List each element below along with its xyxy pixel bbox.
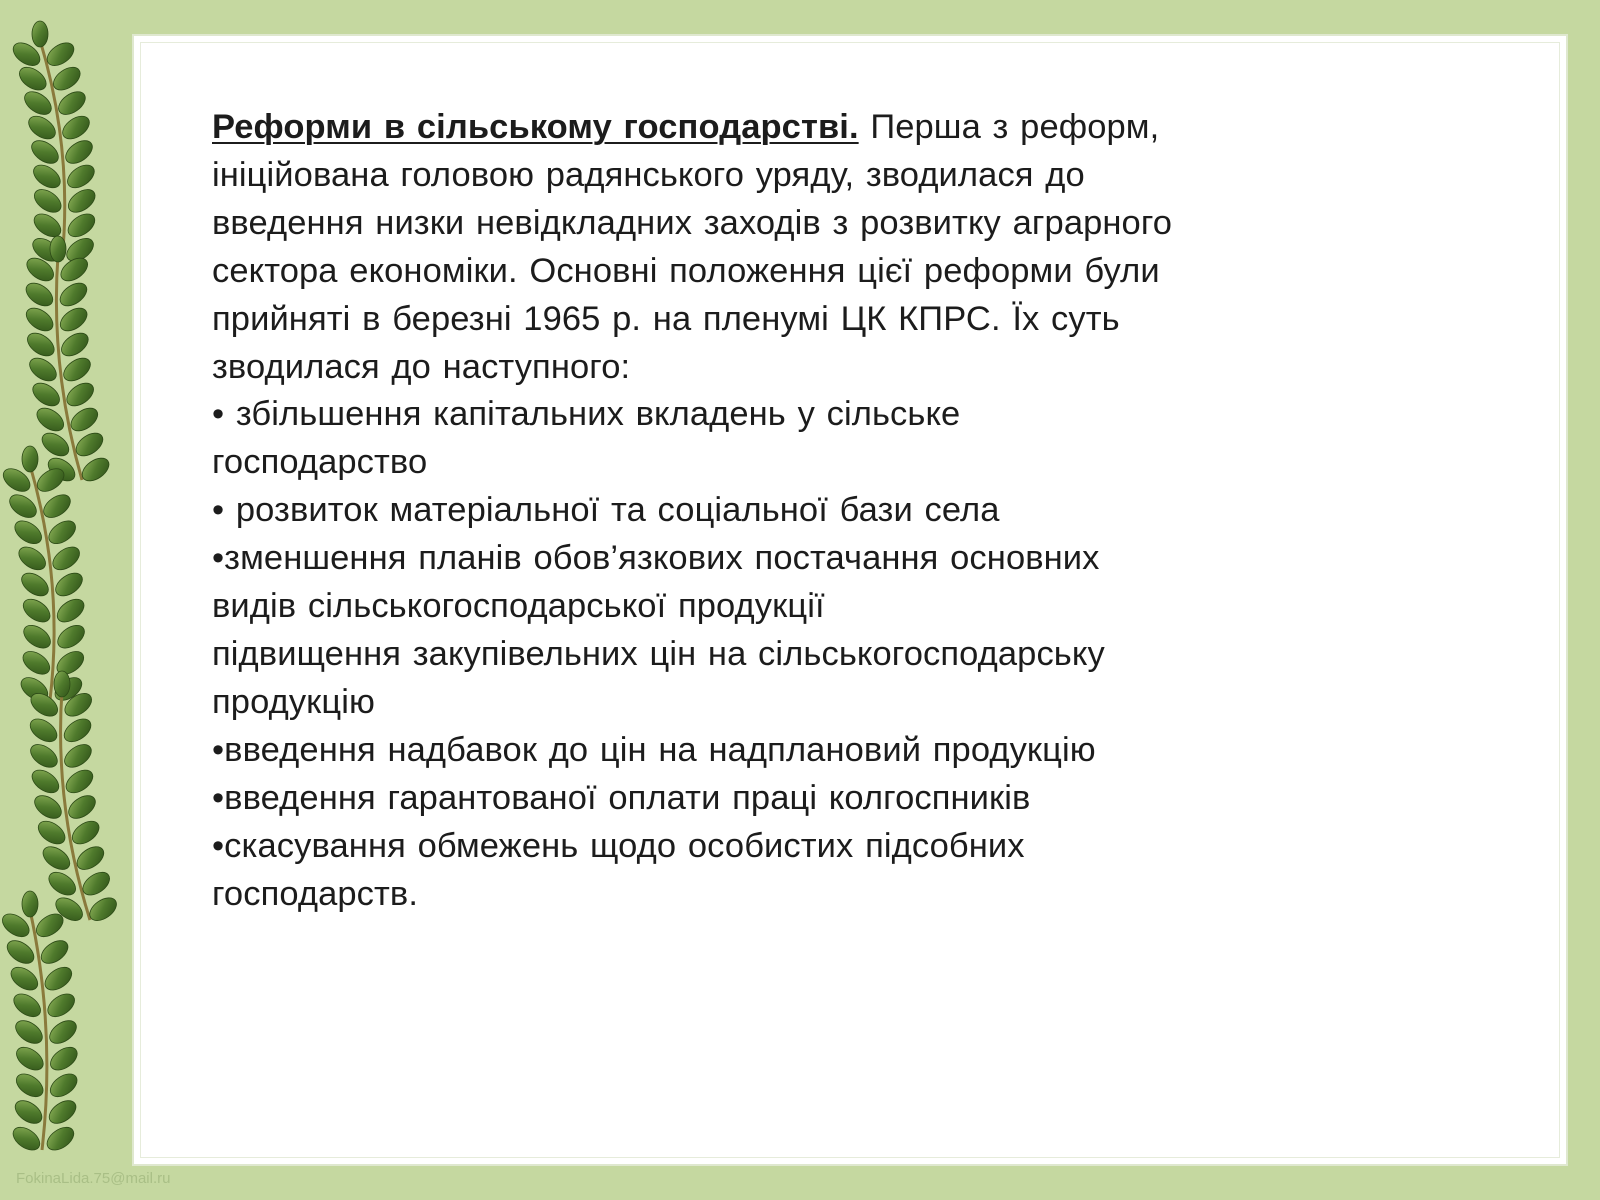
- vine-leaf: [44, 989, 79, 1021]
- boxwood-vine-icon: [0, 0, 132, 1200]
- vine-leaf: [54, 87, 89, 119]
- vine-leaf: [52, 569, 87, 601]
- vine-leaf: [61, 740, 96, 772]
- vine-leaf: [53, 595, 88, 627]
- vine-leaf: [54, 621, 89, 653]
- vine-leaf: [20, 621, 55, 653]
- vine-leaf: [72, 429, 107, 461]
- vine-leaf: [60, 354, 95, 386]
- vine-leaf: [67, 404, 102, 436]
- vine-leaf: [73, 842, 108, 874]
- bullet-line-3-cont: видів сільськогосподарської продукції: [212, 587, 825, 626]
- text-line-1-rest: Перша з реформ,: [858, 108, 1160, 146]
- vine-leaf: [10, 989, 45, 1021]
- vine-leaf-tip: [32, 21, 48, 47]
- watermark: FokinaLida.75@mail.ru: [16, 1170, 171, 1187]
- vine-leaf: [3, 936, 38, 968]
- vine-leaf: [11, 516, 46, 548]
- slide-heading: Реформи в сільському господарстві.: [212, 108, 859, 146]
- vine-leaf: [64, 185, 99, 217]
- vine-leaf: [9, 1123, 44, 1155]
- vine-leaf: [45, 868, 80, 900]
- bullet-line-2: • розвиток матеріальної та соціальної бази села: [212, 491, 1000, 530]
- vine-leaf: [20, 87, 55, 119]
- vine-leaf: [62, 136, 97, 168]
- vine-leaf: [22, 304, 57, 336]
- bullet-line-1-cont: господарство: [212, 443, 428, 482]
- vine-leaf: [26, 714, 61, 746]
- vine-leaf-tip: [50, 236, 66, 262]
- vine-leaf: [22, 279, 57, 311]
- bullet-line-5: •введення надбавок до цін на надплановий продукцію: [212, 730, 1096, 769]
- vine-leaf: [57, 329, 92, 361]
- vine-leaf: [18, 569, 53, 601]
- vine-leaf: [15, 542, 50, 574]
- vine-leaf: [19, 595, 54, 627]
- vine-leaf: [25, 112, 60, 144]
- vine-leaf: [59, 112, 94, 144]
- vine-leaf: [29, 160, 64, 192]
- vine-leaf: [56, 279, 91, 311]
- vine-leaf-tip: [22, 446, 38, 472]
- vine-leaf: [28, 136, 63, 168]
- vine-leaf: [12, 1016, 47, 1048]
- vine-leaf: [60, 714, 95, 746]
- vine-leaf: [34, 817, 69, 849]
- text-line-4: сектора економіки. Основні положення цієї реформи були: [212, 251, 1160, 290]
- vine-leaf: [62, 765, 97, 797]
- bullet-line-4-cont: продукцію: [212, 682, 375, 721]
- vine-leaf: [31, 791, 66, 823]
- vine-leaf: [64, 209, 99, 241]
- vine-leaf: [30, 185, 65, 217]
- vine-leaf: [12, 1043, 47, 1075]
- vine-leaf: [39, 842, 74, 874]
- vine-leaf: [28, 765, 63, 797]
- bullet-line-7-cont: господарств.: [212, 874, 419, 913]
- vine-leaf: [27, 740, 62, 772]
- vine-leaf: [43, 1123, 78, 1155]
- vine-leaf-tip: [54, 671, 70, 697]
- bullet-line-4: підвищення закупівельних цін на сільськогосподарську: [212, 634, 1105, 673]
- vine-leaf: [26, 354, 61, 386]
- text-line-2: ініційована головою радянського уряду, зводилася до: [212, 155, 1085, 194]
- vine-leaf: [37, 936, 72, 968]
- vine-leaf-tip: [22, 891, 38, 917]
- vine-leaf: [56, 304, 91, 336]
- vine-leaf: [15, 63, 50, 95]
- vine-leaf: [41, 963, 76, 995]
- bullet-line-6: •введення гарантованої оплати праці колгоспників: [212, 778, 1031, 817]
- vine-leaf: [11, 1096, 46, 1128]
- bullet-line-7: •скасування обмежень щодо особистих підсобних: [212, 826, 1025, 865]
- vine-leaf: [45, 1096, 80, 1128]
- text-line-6: зводилася до наступного:: [212, 347, 631, 386]
- vine-leaf: [23, 329, 58, 361]
- vine-leaf: [63, 379, 98, 411]
- vine-leaf: [68, 817, 103, 849]
- bullet-line-3: •зменшення планів обов’язкових постачання основних: [212, 539, 1100, 578]
- vine-leaf: [49, 63, 84, 95]
- bullet-line-1: • збільшення капітальних вкладень у сільське: [212, 395, 961, 434]
- vine-leaf: [33, 404, 68, 436]
- vine-leaf: [63, 160, 98, 192]
- vine-leaf: [49, 542, 84, 574]
- vine-leaf: [65, 791, 100, 823]
- vine-leaf: [46, 1069, 81, 1101]
- text-line-5: прийняті в березні 1965 р. на пленумі ЦК КПРС. Їх суть: [212, 299, 1120, 338]
- vine-leaf: [46, 1043, 81, 1075]
- vine-leaf: [78, 454, 113, 486]
- vine-leaf: [46, 1016, 81, 1048]
- vine-leaf: [7, 963, 42, 995]
- vine-leaf: [29, 379, 64, 411]
- vine-leaf: [19, 647, 54, 679]
- vine-leaf: [12, 1069, 47, 1101]
- vine-leaf: [86, 893, 121, 925]
- vine-leaf: [6, 490, 41, 522]
- vine-leaf: [45, 516, 80, 548]
- text-line-1: [212, 104, 1332, 152]
- slide-text: [212, 104, 1332, 918]
- vine-leaf: [40, 490, 75, 522]
- vine-leaf: [38, 429, 73, 461]
- text-line-3: введення низки невідкладних заходів з розвитку аграрного: [212, 203, 1173, 242]
